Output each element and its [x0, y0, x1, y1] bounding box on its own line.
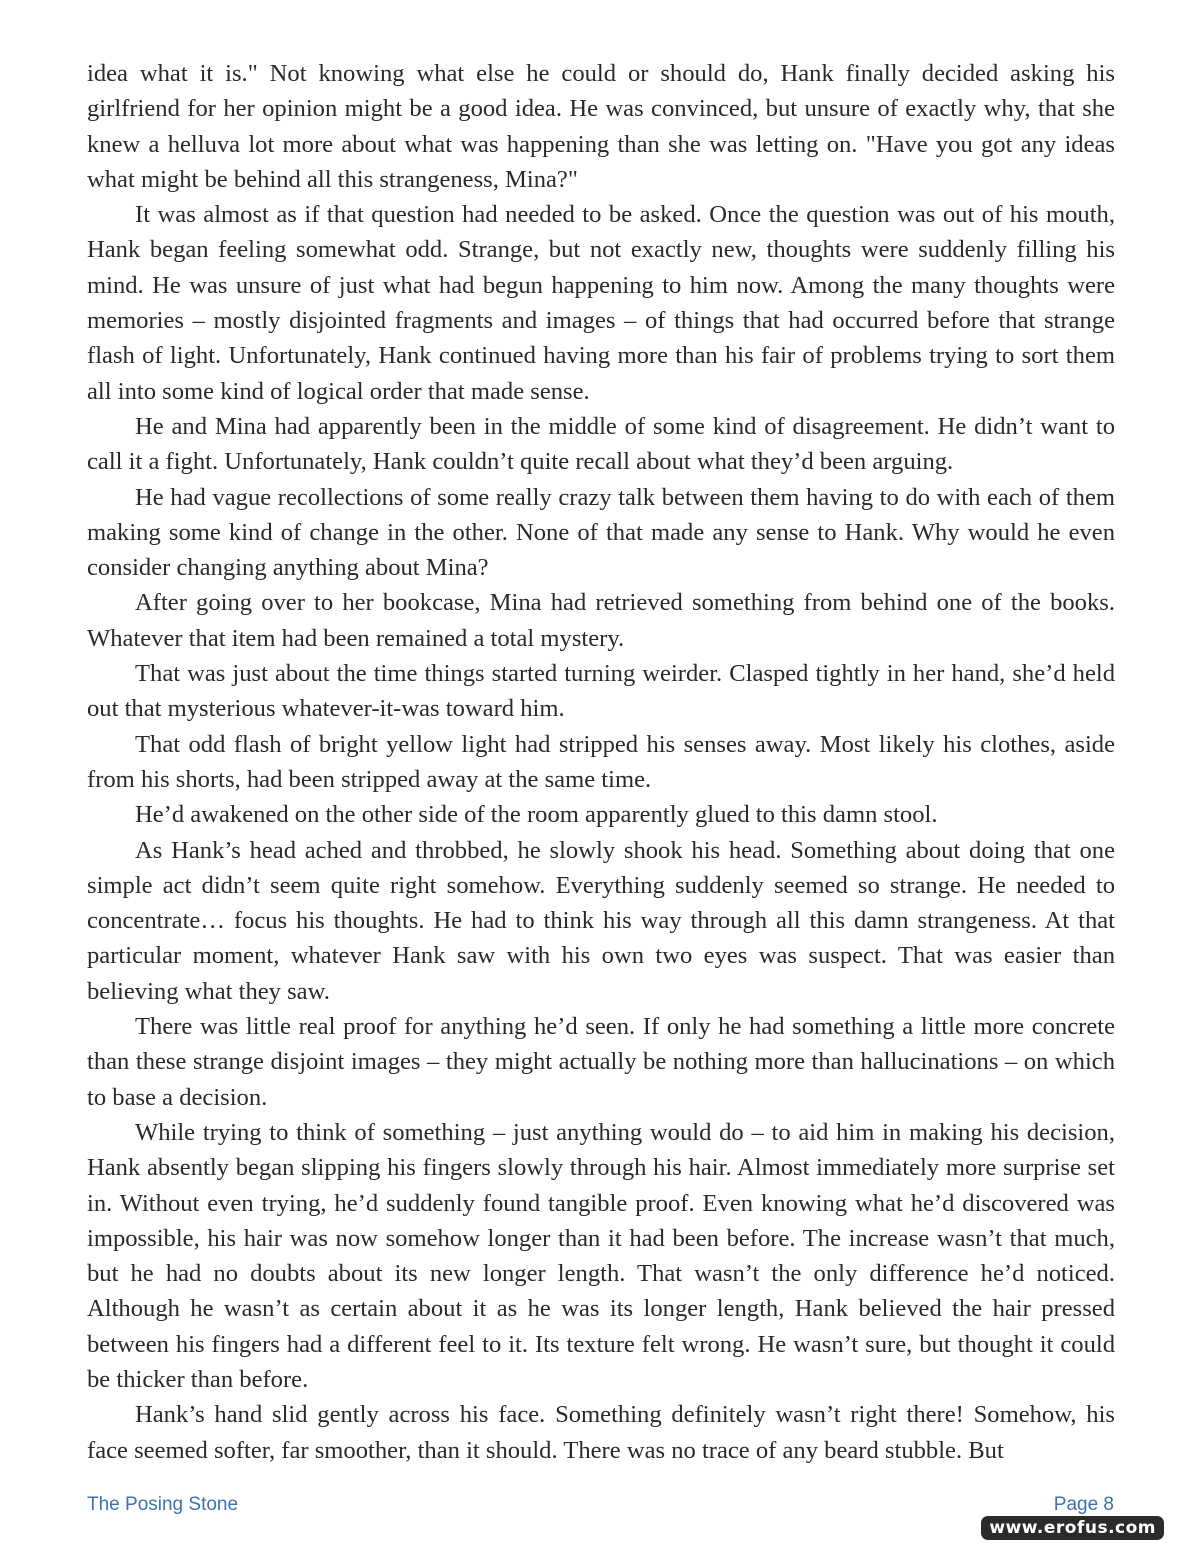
paragraph: While trying to think of something – just anything would do – to aid him in making his decision, Hank absently began slipping his fingers slowly through his hair. Almost immediately more surprise set in. Without even trying, he’d suddenly found tangible proof. Even knowing what he’d discovered was impossible, his hair was now somehow longer than it had been before. The increase wasn’t that much, but he had no doubts about its new longer length. That wasn’t the only difference he’d noticed. Although he wasn’t as certain about it as he was its longer length, Hank believed the hair pressed between his fingers had a different feel to it. Its texture felt wrong. He wasn’t sure, but thought it could be thicker than before.: [87, 1118, 1115, 1393]
paragraph: That was just about the time things started turning weirder. Clasped tightly in her hand, she’d held out that mysterious whatever-it-was toward him.: [87, 660, 1115, 723]
paragraph: Hank’s hand slid gently across his face. Something definitely wasn’t right there! Somehow, his face seemed softer, far smoother, than it should. There was no trace of any beard stubble. But: [87, 1401, 1115, 1464]
paragraph: He had vague recollections of some really crazy talk between them having to do with each of them making some kind of change in the other. None of that made any sense to Hank. Why would he even consider changing anything about Mina?: [87, 483, 1115, 582]
watermark: www.erofus.com: [981, 1516, 1164, 1540]
page-body: [87, 56, 1115, 1468]
paragraph: idea what it is." Not knowing what else he could or should do, Hank finally decided asking his girlfriend for her opinion might be a good idea. He was convinced, but unsure of exactly why, that she knew a helluva lot more about what was happening than she was letting on. "Have you got any ideas what might be behind all this strangeness, Mina?": [87, 60, 1115, 193]
paragraph: After going over to her bookcase, Mina had retrieved something from behind one of the books. Whatever that item had been remained a total mystery.: [87, 589, 1115, 652]
paragraph: He’d awakened on the other side of the room apparently glued to this damn stool.: [135, 801, 938, 829]
footer-book-title: The Posing Stone: [87, 1494, 239, 1515]
paragraph: As Hank’s head ached and throbbed, he slowly shook his head. Something about doing that one simple act didn’t seem quite right somehow. Everything suddenly seemed so strange. He needed to concentrate… focus his thoughts. He had to think his way through all this damn strangeness. At that particular moment, whatever Hank saw with his own two eyes was suspect. That was easier than believing what they saw.: [87, 836, 1115, 1005]
paragraph: He and Mina had apparently been in the middle of some kind of disagreement. He didn’t want to call it a fight. Unfortunately, Hank couldn’t quite recall about what they’d been arguing.: [87, 412, 1115, 476]
paragraph: That odd flash of bright yellow light had stripped his senses away. Most likely his clothes, aside from his shorts, had been stripped away at the same time.: [87, 730, 1115, 793]
footer-page-number: Page 8: [1053, 1494, 1114, 1515]
paragraph: There was little real proof for anything he’d seen. If only he had something a little more concrete than these strange disjoint images – they might actually be nothing more than hallucinations – on which to base a decision.: [87, 1013, 1115, 1111]
paragraph: It was almost as if that question had needed to be asked. Once the question was out of his mouth, Hank began feeling somewhat odd. Strange, but not exactly new, thoughts were suddenly filling his mind. He was unsure of just what had begun happening to him now. Among the many thoughts were memories – mostly disjointed fragments and images – of things that had occurred before that strange flash of light. Unfortunately, Hank continued having more than his fair of problems trying to sort them all into some kind of logical order that made sense.: [87, 201, 1115, 405]
